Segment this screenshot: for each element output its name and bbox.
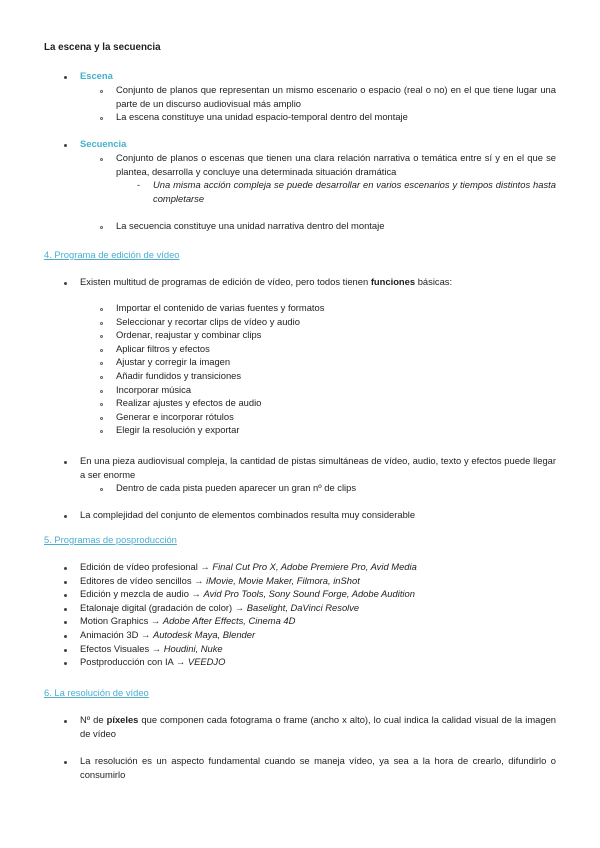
program-item bbox=[80, 587, 415, 601]
function-item: Importar el contenido de varias fuentes y formatos bbox=[116, 302, 325, 313]
program-names: Avid Pro Tools, Sony Sound Forge, Adobe Audition bbox=[203, 588, 415, 600]
program-category: Motion Graphics → bbox=[80, 615, 163, 627]
bullet bbox=[64, 594, 67, 597]
program-category: Editores de vídeo sencillos → bbox=[80, 574, 207, 586]
s4-b1-bold: funciones bbox=[370, 276, 416, 287]
program-names: Houdini, Nuke bbox=[163, 642, 223, 654]
secuencia-label: Secuencia bbox=[80, 138, 127, 149]
program-item bbox=[80, 642, 223, 656]
bullet bbox=[64, 567, 67, 570]
program-names: Baselight, DaVinci Resolve bbox=[246, 601, 360, 613]
function-item: Añadir fundidos y transiciones bbox=[116, 370, 242, 381]
bullet bbox=[64, 621, 67, 624]
program-item bbox=[80, 628, 255, 642]
sub-bullet bbox=[100, 488, 103, 491]
sub-bullet bbox=[100, 362, 103, 365]
function-item: Generar e incorporar rótulos bbox=[116, 410, 234, 422]
bullet bbox=[64, 662, 67, 665]
sub-bullet bbox=[100, 430, 103, 433]
bullet bbox=[64, 515, 67, 518]
sub-bullet bbox=[100, 417, 103, 420]
sub-bullet bbox=[100, 349, 103, 352]
dash-bullet: - bbox=[137, 179, 141, 190]
bullet bbox=[64, 635, 67, 638]
sub-bullet bbox=[100, 117, 103, 120]
sub-bullet bbox=[100, 226, 103, 229]
s4-bullet-2: En una pieza audiovisual compleja, la cantidad de pistas simultáneas de vídeo, audio, texto y efectos puede llegar a ser enorme bbox=[80, 455, 556, 480]
function-item: Incorporar música bbox=[116, 383, 192, 395]
program-category: Etalonaje digital (gradación de color) → bbox=[80, 601, 247, 613]
s4-bullet-3: La complejidad del conjunto de elementos combinados resulta muy considerable bbox=[80, 509, 416, 520]
sub-bullet bbox=[100, 322, 103, 325]
program-item bbox=[80, 655, 225, 669]
program-names: Autodesk Maya, Blender bbox=[152, 629, 256, 640]
bullet bbox=[64, 461, 67, 464]
section-6-heading[interactable]: 6. La resolución de vídeo bbox=[44, 687, 149, 698]
program-category: Edición de vídeo profesional → bbox=[80, 561, 213, 572]
page-title: La escena y la secuencia bbox=[44, 42, 161, 53]
sub-bullet bbox=[100, 335, 103, 338]
s6-b1-text-end: que componen cada fotograma o frame (ancho x alto), lo cual indica la calidad visual de la imagen de vídeo bbox=[80, 714, 556, 739]
escena-sub2: La escena constituye una unidad espacio-temporal dentro del montaje bbox=[116, 111, 408, 122]
bullet bbox=[64, 608, 67, 611]
bullet bbox=[64, 761, 67, 764]
program-category: Postproducción con IA → bbox=[80, 656, 188, 668]
function-item: Seleccionar y recortar clips de vídeo y audio bbox=[116, 315, 300, 327]
secuencia-sub2: La secuencia constituye una unidad narrativa dentro del montaje bbox=[116, 220, 385, 231]
escena-label: Escena bbox=[80, 70, 113, 81]
s6-b1-bold: píxeles bbox=[106, 714, 139, 725]
program-category: Animación 3D → bbox=[80, 629, 153, 640]
function-item: Elegir la resolución y exportar bbox=[116, 424, 240, 436]
sub-bullet bbox=[100, 308, 103, 311]
function-item: Realizar ajustes y efectos de audio bbox=[116, 397, 262, 409]
bullet bbox=[64, 76, 67, 79]
bullet bbox=[64, 282, 67, 285]
bullet bbox=[64, 720, 67, 723]
program-names: Final Cut Pro X, Adobe Premiere Pro, Avid Media bbox=[212, 561, 417, 572]
s6-bullet-2: La resolución es un aspecto fundamental cuando se maneja vídeo, ya sea a la hora de crearlo, difundirlo o consumirlo bbox=[80, 755, 556, 780]
sub-bullet bbox=[100, 158, 103, 161]
escena-sub1: Conjunto de planos que representan un mismo escenario o espacio (real o no) en el que tiene lugar una parte de un discurso audiovisual más amplio bbox=[116, 84, 556, 109]
section-4-heading[interactable]: 4. Programa de edición de vídeo bbox=[44, 249, 180, 260]
secuencia-sub1: Conjunto de planos o escenas que tienen una clara relación narrativa o temática entre sí y en el que se plantea, desarrolla y concluye una determinada situación dramática bbox=[116, 152, 556, 177]
s6-bullet-1 bbox=[80, 713, 556, 740]
sub-bullet bbox=[100, 390, 103, 393]
s6-b1-text: Nº de bbox=[80, 714, 107, 725]
s4-bullet-2-sub: Dentro de cada pista pueden aparecer un gran nº de clips bbox=[116, 482, 357, 493]
sub-bullet bbox=[100, 376, 103, 379]
program-names: Adobe After Effects, Cinema 4D bbox=[162, 615, 296, 627]
s4-b1-text-end: básicas: bbox=[415, 276, 453, 287]
section-5-heading[interactable]: 5. Programas de posproducción bbox=[44, 534, 177, 545]
sub-bullet bbox=[100, 90, 103, 93]
program-item bbox=[80, 601, 359, 615]
program-category: Edición y mezcla de audio → bbox=[80, 588, 204, 600]
program-names: VEEDJO bbox=[187, 656, 226, 668]
bullet bbox=[64, 144, 67, 147]
function-item: Ordenar, reajustar y combinar clips bbox=[116, 329, 262, 341]
program-names: iMovie, Movie Maker, Filmora, inShot bbox=[206, 574, 360, 586]
bullet bbox=[64, 649, 67, 652]
sub-bullet bbox=[100, 403, 103, 406]
secuencia-subsub: Una misma acción compleja se puede desarrollar en varios escenarios y tiempos distintos hasta completarse bbox=[153, 179, 556, 204]
bullet bbox=[64, 581, 67, 584]
program-category: Efectos Visuales → bbox=[80, 642, 164, 654]
program-item bbox=[80, 614, 295, 628]
program-item bbox=[80, 574, 360, 588]
s4-bullet-1 bbox=[80, 275, 452, 289]
function-item: Ajustar y corregir la imagen bbox=[116, 356, 231, 368]
program-item bbox=[80, 560, 417, 574]
s4-b1-text: Existen multitud de programas de edición de vídeo, pero todos tienen bbox=[80, 276, 371, 287]
function-item: Aplicar filtros y efectos bbox=[116, 342, 210, 354]
